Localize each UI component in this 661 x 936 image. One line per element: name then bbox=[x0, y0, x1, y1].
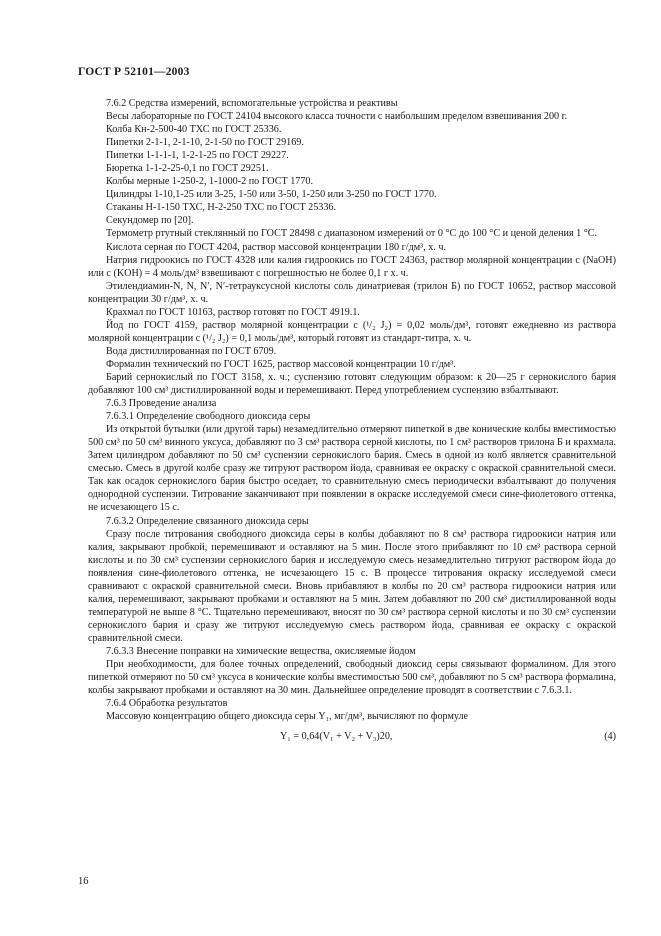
paragraph: Этилендиамин-N, N, N′, N′-тетрауксусной кислоты соль динатриевая (трилон Б) по ГОСТ 10652, раствор массовой концентрации 30 г/дм³, х. ч. bbox=[88, 280, 616, 305]
formula-expression: Y₁ = 0,64(V₁ + V₂ + V₃)20, bbox=[280, 731, 393, 743]
paragraph: Массовую концентрацию общего диоксида серы Y₁, мг/дм³, вычисляют по формуле bbox=[106, 711, 469, 723]
paragraph: Пипетки 1-1-1-1, 1-2-1-25 по ГОСТ 29227. bbox=[106, 150, 289, 162]
section-heading: 7.6.3 Проведение анализа bbox=[106, 398, 217, 410]
document-header: ГОСТ Р 52101—2003 bbox=[78, 66, 190, 78]
paragraph: Формалин технический по ГОСТ 1625, раствор массовой концентрации 10 г/дм³. bbox=[106, 358, 456, 370]
paragraph: Натрия гидроокись по ГОСТ 4328 или калия гидроокись по ГОСТ 24363, раствор молярной концентрации с (NaOH) или с (KOH) = 4 моль/дм³ взвешивают с погрешностью не более 0,1 г х. ч. bbox=[88, 254, 616, 279]
section-heading: 7.6.4 Обработка результатов bbox=[106, 698, 228, 710]
paragraph: Термометр ртутный стеклянный по ГОСТ 28498 с диапазоном измерений от 0 °С до 100 °С и ценой деления 1 °С. bbox=[106, 228, 598, 240]
paragraph: Секундомер по [20]. bbox=[106, 215, 194, 227]
paragraph: Цилиндры 1-10,1-25 или 3-25, 1-50 или 3-50, 1-250 или 3-250 по ГОСТ 1770. bbox=[106, 189, 437, 201]
paragraph: Колбы мерные 1-250-2, 1-1000-2 по ГОСТ 1770. bbox=[106, 176, 313, 188]
paragraph: Из открытой бутылки (или другой тары) незамедлительно отмеряют пипеткой в две конические колбы вместимостью 500 см³ по 50 см³ винного уксуса, добавляют по 3 см³ раствора серной кислоты, по 1 см³ растворов трилона Б и крахмала. Затем цилиндром добавляют по 50 см³ суспензии сернокислого бария. Смесь в одной из колб является сравнительной смесью. Смесь в другой колбе сразу же титруют раствором йода, сравнивая ее окраску с окраской сравнительной смеси. Так как осадок сернокислого бария быстро оседает, то сравнительную смесь периодически взбалтывают до получения однородной суспензии. Титрование заканчивают при появлении в окраске исследуемой смеси сине-фиолетового оттенка, не исчезающего 15 с. bbox=[88, 424, 616, 514]
paragraph: Стаканы Н-1-150 ТХС, Н-2-250 ТХС по ГОСТ 25336. bbox=[106, 202, 337, 214]
paragraph: Крахмал по ГОСТ 10163, раствор готовят по ГОСТ 4919.1. bbox=[106, 306, 360, 318]
paragraph: Сразу после титрования свободного диоксида серы в колбы добавляют по 8 см³ раствора гидроокиси натрия или калия, закрывают пробкой, перемешивают и оставляют на 5 мин. После этого прибавляют по 10 см³ раствора серной кислоты и по 30 см³ суспензии сернокислого бария и исследуемую смесь незамедлительно титруют раствором йода до появления сине-фиолетового оттенка, не исчезающего 15 с. В процессе титрования окраску исследуемой смеси сравнивают с окраской сравнительной смеси. Вновь прибавляют в колбы по 20 см³ раствора гидроокиси натрия или калия, перемешивают, закрывают пробками и оставляют на 5 мин. Затем добавляют по 200 см³ дистиллированной воды температурой не выше 8 °С. Тщательно перемешивают, вносят по 30 см³ раствора серной кислоты и по 30 см³ суспензии сернокислого бария и сразу же титруют исследуемую смесь раствором йода, сравнивая ее окраску с окраской сравнительной смеси. bbox=[88, 528, 616, 644]
paragraph: Пипетки 2-1-1, 2-1-10, 2-1-50 по ГОСТ 29169. bbox=[106, 137, 304, 149]
paragraph: Вода дистиллированная по ГОСТ 6709. bbox=[106, 345, 277, 357]
paragraph: Кислота серная по ГОСТ 4204, раствор массовой концентрации 180 г/дм³, х. ч. bbox=[106, 241, 446, 253]
paragraph: Весы лабораторные по ГОСТ 24104 высокого класса точности с наибольшим пределом взвешивания 200 г. bbox=[106, 111, 568, 123]
section-heading: 7.6.3.2 Определение связанного диоксида серы bbox=[106, 515, 309, 527]
paragraph: Барий сернокислый по ГОСТ 3158, х. ч.; суспензию готовят следующим образом: к 20—25 г сернокислого бария добавляют 100 см³ дистиллированной воды и перемешивают. Перед употреблением суспензию взбалтывают. bbox=[88, 371, 616, 397]
paragraph: При необходимости, для более точных определений, свободный диоксид серы связывают формалином. Для этого пипеткой отмеряют по 50 см³ уксуса в конические колбы вместимостью 500 см³, добавляют по 5 см³ раствора формалина, колбы закрывают пробками и оставляют на 30 мин. Дальнейшее определение проводят в соответствии с 7.6.3.1. bbox=[88, 659, 616, 697]
section-heading: 7.6.3.1 Определение свободного диоксида серы bbox=[106, 411, 311, 423]
page-number: 16 bbox=[78, 876, 89, 887]
formula-row bbox=[88, 727, 616, 748]
formula-number: (4) bbox=[604, 731, 616, 743]
section-heading: 7.6.2 Средства измерений, вспомогательные устройства и реактивы bbox=[106, 98, 398, 109]
document-body bbox=[88, 97, 616, 748]
paragraph: Бюретка 1-1-2-25-0,1 по ГОСТ 29251. bbox=[106, 163, 269, 175]
section-heading: 7.6.3.3 Внесение поправки на химические вещества, окисляемые йодом bbox=[106, 645, 416, 657]
paragraph: Колба Кн-2-500-40 ТХС по ГОСТ 25336. bbox=[106, 124, 282, 136]
paragraph: Йод по ГОСТ 4159, раствор молярной концентрации с (¹/₂ J₂) = 0,02 моль/дм³, готовят ежедневно из раствора молярной концентрации с (¹/₂ J₂) = 0,1 моль/дм³, который готовят из стандарт-титра, х. ч. bbox=[88, 319, 616, 344]
